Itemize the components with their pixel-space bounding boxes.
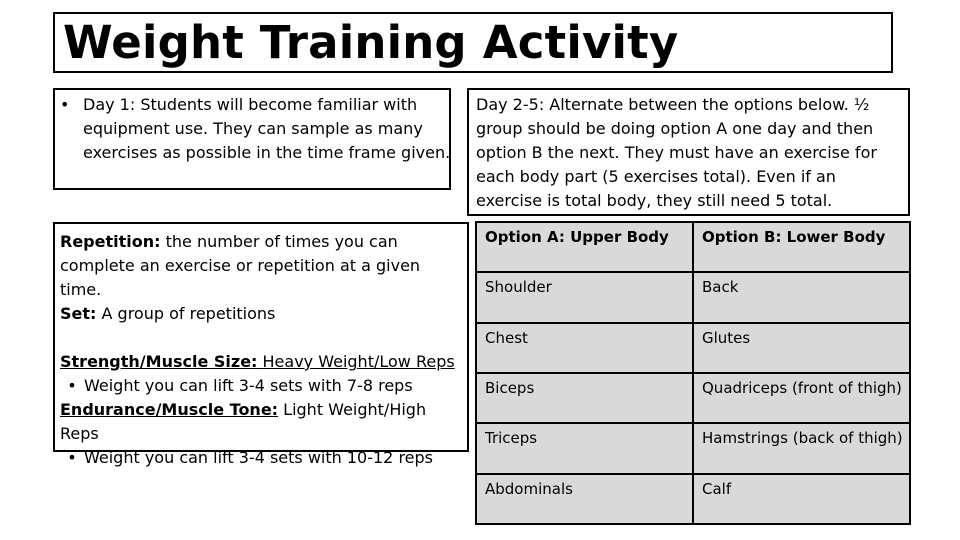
header-option-a: Option A: Upper Body xyxy=(476,222,693,272)
strength-bullet-item xyxy=(60,374,460,398)
strength-bullet: Weight you can lift 3-4 sets with 7-8 reps xyxy=(84,376,413,395)
table-cell: Chest xyxy=(476,323,693,373)
bullet: • xyxy=(60,95,70,114)
table-cell: Biceps xyxy=(476,373,693,423)
day1-text: Day 1: Students will become familiar with equipment use. They can sample as many exercises as possible in the time frame given. xyxy=(83,95,451,162)
table-row xyxy=(476,323,910,373)
table-cell: Triceps xyxy=(476,423,693,473)
repetition-definition xyxy=(60,230,460,302)
bullet: • xyxy=(67,448,77,467)
repetition-def: the number of times you can complete an exercise or repetition at a given time. xyxy=(60,232,421,299)
table-cell: Quadriceps (front of thigh) xyxy=(693,373,910,423)
table-cell: Calf xyxy=(693,474,910,524)
day2-5-box xyxy=(467,88,910,216)
header-option-b: Option B: Lower Body xyxy=(693,222,910,272)
endurance-def: Light Weight/High Reps xyxy=(60,400,427,443)
title-box xyxy=(53,12,893,73)
table-cell: Glutes xyxy=(693,323,910,373)
table-cell: Abdominals xyxy=(476,474,693,524)
set-term: Set: xyxy=(60,304,97,323)
table-cell: Shoulder xyxy=(476,272,693,322)
table-row xyxy=(476,272,910,322)
table-cell: Hamstrings (back of thigh) xyxy=(693,423,910,473)
set-definition xyxy=(60,302,460,326)
set-def: A group of repetitions xyxy=(96,304,276,323)
endurance-bullet: Weight you can lift 3-4 sets with 10-12 reps xyxy=(84,448,434,467)
table-row xyxy=(476,423,910,473)
endurance-bullet-item xyxy=(60,446,460,470)
table-cell: Back xyxy=(693,272,910,322)
strength-def: Heavy Weight/Low Reps xyxy=(257,352,455,371)
table-row xyxy=(476,373,910,423)
table-row xyxy=(476,474,910,524)
table-header-row xyxy=(476,222,910,272)
bullet: • xyxy=(67,376,77,395)
day1-box xyxy=(53,88,451,190)
repetition-term: Repetition: xyxy=(60,232,161,251)
options-table xyxy=(475,221,911,525)
endurance-definition xyxy=(60,398,460,446)
strength-term: Strength/Muscle Size: xyxy=(60,352,258,371)
strength-definition xyxy=(60,350,460,374)
definitions-text xyxy=(60,230,460,470)
page-title: Weight Training Activity xyxy=(63,16,679,69)
endurance-term: Endurance/Muscle Tone: xyxy=(60,400,279,419)
day2-5-text: Day 2-5: Alternate between the options below. ½ group should be doing option A one day and then option B the next. They must have an exercise for each body part (5 exercises total). Even if an exercise is total body, they still need 5 total. xyxy=(476,95,877,210)
